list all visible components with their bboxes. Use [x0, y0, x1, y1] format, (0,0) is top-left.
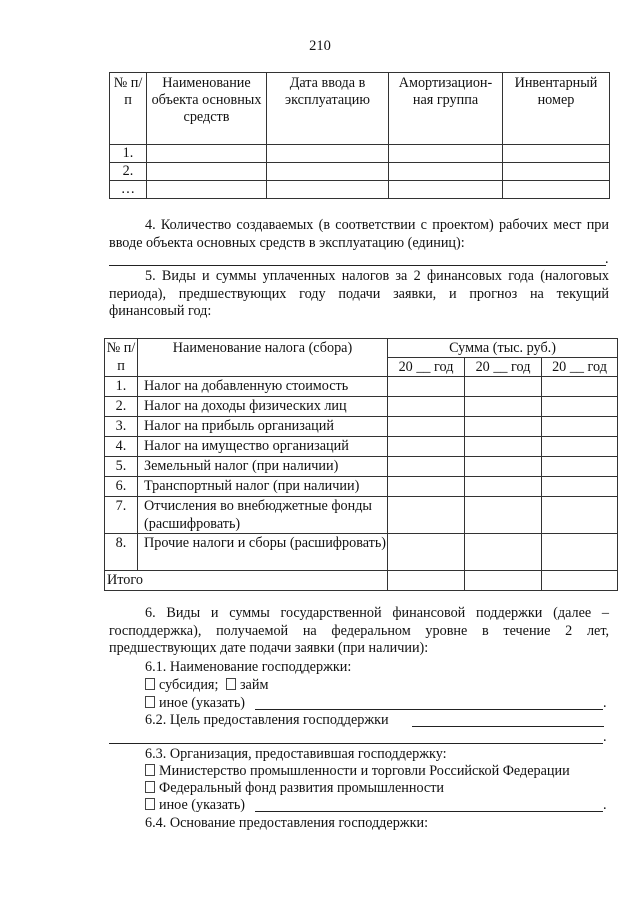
cell — [388, 534, 465, 571]
cell — [388, 397, 465, 417]
row-num: 4. — [105, 437, 138, 457]
table-row — [110, 181, 610, 199]
row-num: 2. — [110, 163, 147, 181]
row-num: 1. — [110, 145, 147, 163]
loan-checkbox[interactable] — [226, 678, 236, 690]
table-header-row — [105, 339, 618, 358]
section-5-text: 5. Виды и суммы уплаченных налогов за 2 финансовых года (налоговых периода), предшествующих году подачи заявки, и прогноз на текущий финансовый год: — [109, 268, 609, 319]
table-row — [105, 477, 618, 497]
cell — [389, 163, 503, 181]
cell — [542, 497, 618, 534]
cell — [465, 534, 542, 571]
total-label: Итого — [105, 571, 388, 591]
header-tax-name: Наименование налога (сбора) — [138, 339, 388, 377]
cell — [267, 145, 389, 163]
org-option-1 — [145, 763, 570, 780]
cell — [147, 181, 267, 199]
tax-name: Земельный налог (при наличии) — [138, 457, 388, 477]
row-num: 5. — [105, 457, 138, 477]
cell — [388, 377, 465, 397]
cell — [389, 145, 503, 163]
header-num: № п/п — [110, 73, 147, 145]
section-6-3-title: 6.3. Организация, предоставившая господдержку: — [145, 746, 447, 762]
cell — [147, 145, 267, 163]
cell — [465, 497, 542, 534]
header-depreciation-group: Амортизацион-ная группа — [389, 73, 503, 145]
cell — [542, 437, 618, 457]
fixed-assets-table — [109, 72, 610, 199]
row-num: 7. — [105, 497, 138, 534]
tax-name: Отчисления во внебюджетные фонды (расшифровать) — [138, 497, 388, 534]
cell — [465, 397, 542, 417]
cell — [542, 534, 618, 571]
section-4-end: . — [605, 251, 609, 267]
org-option-other — [145, 797, 245, 814]
cell — [389, 181, 503, 199]
section-6-1-title: 6.1. Наименование господдержки: — [145, 659, 352, 675]
row-num: 1. — [105, 377, 138, 397]
cell — [503, 163, 610, 181]
cell — [147, 163, 267, 181]
cell — [267, 163, 389, 181]
other-type-label: иное (указать) — [159, 695, 246, 711]
cell — [542, 457, 618, 477]
row-num: 8. — [105, 534, 138, 571]
cell — [465, 457, 542, 477]
other-type-checkbox[interactable] — [145, 696, 155, 708]
org-option-2 — [145, 780, 444, 797]
header-sum: Сумма (тыс. руб.) — [388, 339, 618, 358]
cell — [465, 377, 542, 397]
taxes-table — [104, 338, 618, 591]
cell — [388, 457, 465, 477]
purpose-input-line[interactable] — [412, 726, 604, 727]
cell — [388, 477, 465, 497]
section-6-text: 6. Виды и суммы государственной финансовой поддержки (далее – господдержка), получаемой на федеральном уровне в течение 2 лет, предшествующих дате подачи заявки (при наличии): — [109, 605, 609, 656]
org-other-label: иное (указать) — [159, 797, 246, 813]
cell — [388, 497, 465, 534]
support-type-other — [145, 695, 245, 712]
cell — [542, 417, 618, 437]
header-commission-date: Дата ввода в эксплуатацию — [267, 73, 389, 145]
cell — [465, 571, 542, 591]
org-other-dot: . — [603, 797, 607, 813]
row-num: 6. — [105, 477, 138, 497]
table-row-total — [105, 571, 618, 591]
tax-name: Налог на прибыль организаций — [138, 417, 388, 437]
row-num: … — [110, 181, 147, 199]
table-row — [105, 437, 618, 457]
table-row — [110, 163, 610, 181]
org-other-input-line[interactable] — [255, 811, 603, 812]
tax-name: Прочие налоги и сборы (расшифровать) — [138, 534, 388, 571]
table-row — [105, 377, 618, 397]
cell — [503, 145, 610, 163]
table-header-row — [110, 73, 610, 145]
other-type-input-line[interactable] — [255, 709, 603, 710]
cell — [388, 417, 465, 437]
fund-checkbox[interactable] — [145, 781, 155, 793]
section-4-text: 4. Количество создаваемых (в соответствии с проектом) рабочих мест при вводе объекта основных средств в эксплуатацию (единиц): — [109, 217, 609, 251]
cell — [542, 571, 618, 591]
section-6-2-title: 6.2. Цель предоставления господдержки — [145, 712, 389, 728]
tax-name: Налог на имущество организаций — [138, 437, 388, 457]
cell — [388, 437, 465, 457]
cell — [465, 477, 542, 497]
cell — [503, 181, 610, 199]
loan-label: займ — [239, 677, 269, 693]
table-row — [105, 417, 618, 437]
cell — [542, 397, 618, 417]
cell — [465, 437, 542, 457]
cell — [542, 477, 618, 497]
page-number: 210 — [309, 38, 331, 54]
header-num: № п/п — [105, 339, 138, 377]
table-row — [105, 497, 618, 534]
header-object-name: Наименование объекта основных средств — [147, 73, 267, 145]
org-other-checkbox[interactable] — [145, 798, 155, 810]
ministry-label: Министерство промышленности и торговли Российской Федерации — [159, 763, 570, 779]
tax-name: Транспортный налог (при наличии) — [138, 477, 388, 497]
header-inventory-number: Инвентарный номер — [503, 73, 610, 145]
table-row — [110, 145, 610, 163]
other-type-dot: . — [603, 695, 607, 711]
support-type-options — [145, 677, 268, 694]
purpose-dot: . — [603, 729, 607, 745]
header-year-2: 20 __ год — [465, 358, 542, 377]
table-row — [105, 534, 618, 571]
subsidy-checkbox[interactable] — [145, 678, 155, 690]
table-row — [105, 457, 618, 477]
purpose-input-line-2[interactable] — [109, 743, 603, 744]
cell — [388, 571, 465, 591]
row-num: 3. — [105, 417, 138, 437]
cell — [542, 377, 618, 397]
subsidy-label: субсидия; — [159, 677, 219, 693]
header-year-3: 20 __ год — [542, 358, 618, 377]
row-num: 2. — [105, 397, 138, 417]
cell — [267, 181, 389, 199]
tax-name: Налог на добавленную стоимость — [138, 377, 388, 397]
section-4-answer-line — [109, 265, 606, 266]
fund-label: Федеральный фонд развития промышленности — [159, 780, 445, 796]
tax-name: Налог на доходы физических лиц — [138, 397, 388, 417]
table-row — [105, 397, 618, 417]
cell — [465, 417, 542, 437]
header-year-1: 20 __ год — [388, 358, 465, 377]
section-6-4-title: 6.4. Основание предоставления господдержки: — [145, 815, 429, 831]
ministry-checkbox[interactable] — [145, 764, 155, 776]
